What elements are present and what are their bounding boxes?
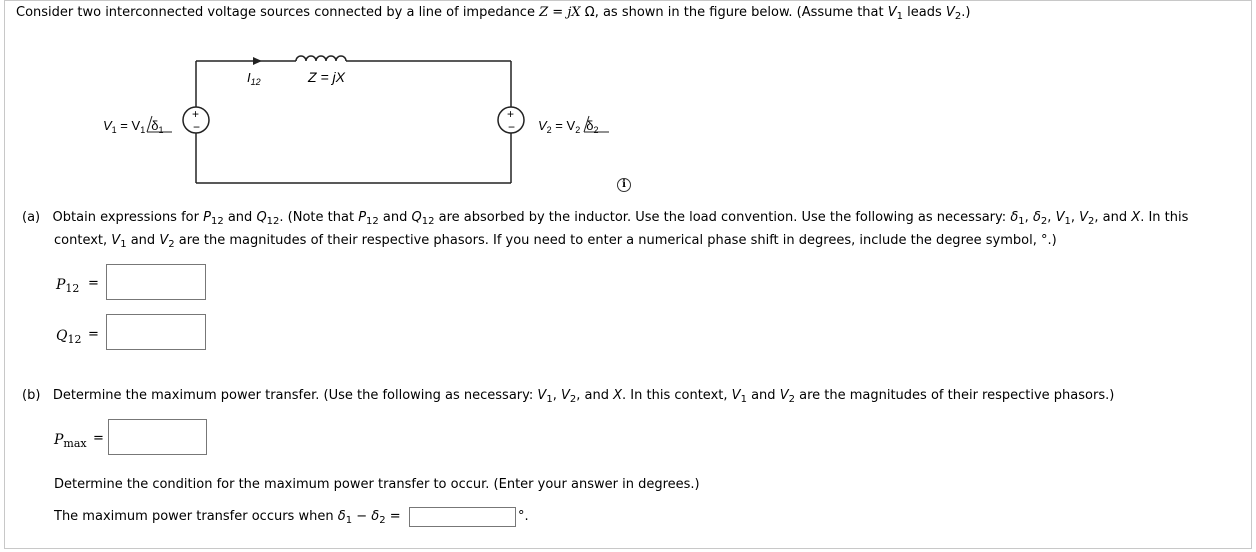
part-b-line1: (b) Determine the maximum power transfer. (Use the following as necessary: $V_1$, $V_2$, and X. In this context, $V_1$ and $V_2$ are the magnitudes of their respective phasors.)	[22, 388, 1115, 405]
condition-text: Determine the condition for the maximum power transfer to occur. (Enter your answer in degrees.)	[54, 477, 700, 492]
current-arrow	[253, 57, 262, 65]
inductor-symbol	[296, 56, 346, 61]
p12-equals: =	[88, 276, 99, 291]
p12-answer-input[interactable]	[106, 264, 206, 300]
impedance-label: Z = jX	[308, 69, 345, 85]
pmax-answer-input[interactable]	[108, 419, 207, 455]
v1-plus: +	[192, 107, 200, 121]
part-a-line1: (a) Obtain expressions for $P_{12}$ and $Q_{12}$. (Note that $P_{12}$ and $Q_{12}$ are absorbed by the inductor. Use the load convention. Use the following as necessary: $\delta_1$, $\delta_2$, $V_1$, $V_2$, and X. In this	[22, 210, 1189, 227]
v2-minus: −	[508, 120, 516, 134]
q12-label: $Q_{12}$	[56, 328, 82, 346]
q12-answer-input[interactable]	[106, 314, 206, 350]
pmax-label: $P_{max}$	[54, 432, 87, 450]
q12-equals: =	[88, 327, 99, 342]
v2-plus: +	[507, 107, 515, 121]
circuit-diagram	[0, 0, 700, 200]
p12-label: $P_{12}$	[56, 277, 80, 295]
info-icon[interactable]	[617, 178, 631, 192]
v2-label: $V_2 = V_2$ $\delta_2$	[538, 118, 599, 135]
degree-unit: °.	[518, 509, 529, 524]
current-label: $I_{12}$	[247, 70, 261, 87]
v1-label: $V_1 = V_1$ $\delta_1$	[103, 118, 164, 135]
v1-minus: −	[193, 120, 201, 134]
condition-line: The maximum power transfer occurs when $\delta_1 - \delta_2$ =	[54, 509, 401, 526]
intro-text: Consider two interconnected voltage sources connected by a line of impedance Z = jX Ω, as shown in the figure below. (Assume that $V_1$ leads $V_2$.)	[16, 5, 971, 22]
circuit-wires	[196, 61, 511, 183]
part-a-line2: context, $V_1$ and $V_2$ are the magnitudes of their respective phasors. If you need to enter a numerical phase shift in degrees, include the degree symbol, °.)	[54, 233, 1057, 250]
info-icon-glyph: i	[622, 179, 626, 190]
pmax-equals: =	[93, 431, 104, 446]
phase-difference-input[interactable]	[409, 507, 516, 527]
